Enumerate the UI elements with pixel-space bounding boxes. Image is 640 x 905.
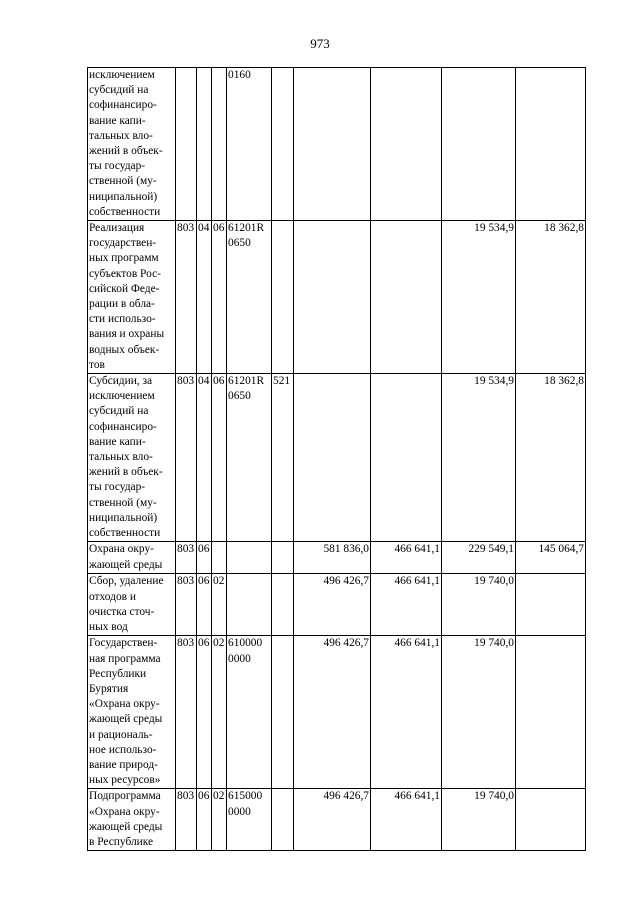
amount-2: 466 641,1 bbox=[371, 636, 442, 789]
rz-code: 06 bbox=[197, 574, 212, 636]
gr-code: 803 bbox=[176, 574, 197, 636]
amount-3: 19 740,0 bbox=[442, 636, 516, 789]
vr-code bbox=[272, 789, 294, 851]
csr-code: 61201R 0650 bbox=[227, 374, 272, 542]
amount-3: 19 534,9 bbox=[442, 221, 516, 374]
vr-code bbox=[272, 542, 294, 574]
amount-3 bbox=[442, 68, 516, 221]
amount-2: 466 641,1 bbox=[371, 789, 442, 851]
rz-code: 04 bbox=[197, 221, 212, 374]
amount-4 bbox=[516, 68, 586, 221]
table-row bbox=[88, 68, 586, 221]
amount-4: 18 362,8 bbox=[516, 221, 586, 374]
amount-2 bbox=[371, 221, 442, 374]
rz-code: 06 bbox=[197, 789, 212, 851]
amount-2: 466 641,1 bbox=[371, 574, 442, 636]
pr-code: 06 bbox=[212, 221, 227, 374]
amount-3: 19 740,0 bbox=[442, 789, 516, 851]
csr-code: 615000 0000 bbox=[227, 789, 272, 851]
amount-3: 19 534,9 bbox=[442, 374, 516, 542]
vr-code bbox=[272, 68, 294, 221]
amount-4: 18 362,8 bbox=[516, 374, 586, 542]
page-number: 973 bbox=[310, 36, 330, 51]
csr-code bbox=[227, 542, 272, 574]
table-row bbox=[88, 574, 586, 636]
pr-code bbox=[212, 542, 227, 574]
amount-4 bbox=[516, 789, 586, 851]
row-name: Государствен- ная программа Республики Бурятия «Охрана окру- жающей среды и рациональ- ное использо- вание природ- ных ресурсов» bbox=[88, 636, 176, 789]
row-name: Подпрограмма «Охрана окру- жающей среды в Республике bbox=[88, 789, 176, 851]
table-row bbox=[88, 374, 586, 542]
gr-code: 803 bbox=[176, 789, 197, 851]
row-name: Охрана окру- жающей среды bbox=[88, 542, 176, 574]
row-name: исключением субсидий на софинансиро- вание капи- тальных вло- жений в объек- ты государ- ственной (му- ниципальной) собственности bbox=[88, 68, 176, 221]
vr-code bbox=[272, 636, 294, 789]
amount-4 bbox=[516, 636, 586, 789]
table-row bbox=[88, 789, 586, 851]
pr-code: 02 bbox=[212, 789, 227, 851]
gr-code: 803 bbox=[176, 542, 197, 574]
amount-4 bbox=[516, 574, 586, 636]
row-name: Субсидии, за исключением субсидий на софинансиро- вание капи- тальных вло- жений в объек- ты государ- ственной (му- ниципальной) собственности bbox=[88, 374, 176, 542]
gr-code bbox=[176, 68, 197, 221]
vr-code bbox=[272, 574, 294, 636]
gr-code: 803 bbox=[176, 221, 197, 374]
table-row bbox=[88, 542, 586, 574]
vr-code: 521 bbox=[272, 374, 294, 542]
csr-code: 0160 bbox=[227, 68, 272, 221]
amount-3: 229 549,1 bbox=[442, 542, 516, 574]
pr-code: 06 bbox=[212, 374, 227, 542]
amount-2: 466 641,1 bbox=[371, 542, 442, 574]
amount-2 bbox=[371, 374, 442, 542]
amount-1 bbox=[294, 221, 371, 374]
amount-1: 496 426,7 bbox=[294, 789, 371, 851]
rz-code bbox=[197, 68, 212, 221]
gr-code: 803 bbox=[176, 374, 197, 542]
table-row bbox=[88, 221, 586, 374]
amount-1 bbox=[294, 374, 371, 542]
amount-3: 19 740,0 bbox=[442, 574, 516, 636]
gr-code: 803 bbox=[176, 636, 197, 789]
csr-code bbox=[227, 574, 272, 636]
budget-table bbox=[87, 67, 586, 851]
csr-code: 610000 0000 bbox=[227, 636, 272, 789]
amount-1: 581 836,0 bbox=[294, 542, 371, 574]
row-name: Реализация государствен- ных программ субъектов Рос- сийской Феде- рации в обла- сти использо- вания и охраны водных объек- тов bbox=[88, 221, 176, 374]
amount-4: 145 064,7 bbox=[516, 542, 586, 574]
pr-code: 02 bbox=[212, 636, 227, 789]
rz-code: 04 bbox=[197, 374, 212, 542]
row-name: Сбор, удаление отходов и очистка сточ- ных вод bbox=[88, 574, 176, 636]
pr-code bbox=[212, 68, 227, 221]
amount-2 bbox=[371, 68, 442, 221]
amount-1: 496 426,7 bbox=[294, 636, 371, 789]
csr-code: 61201R 0650 bbox=[227, 221, 272, 374]
amount-1: 496 426,7 bbox=[294, 574, 371, 636]
rz-code: 06 bbox=[197, 636, 212, 789]
rz-code: 06 bbox=[197, 542, 212, 574]
table-row bbox=[88, 636, 586, 789]
vr-code bbox=[272, 221, 294, 374]
pr-code: 02 bbox=[212, 574, 227, 636]
amount-1 bbox=[294, 68, 371, 221]
